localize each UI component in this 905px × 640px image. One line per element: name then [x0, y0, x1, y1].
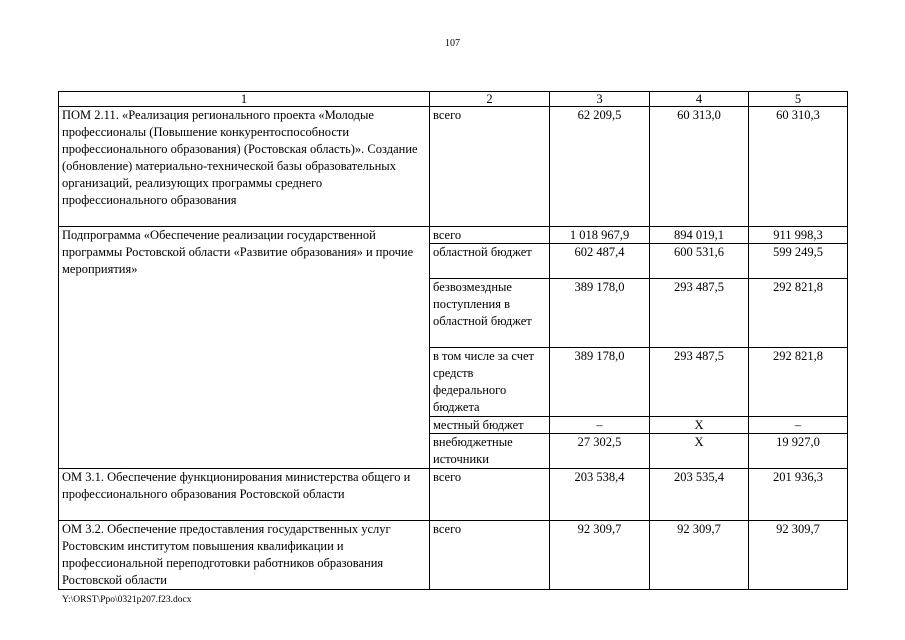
value-col3-cell: 27 302,5	[550, 434, 650, 469]
value-col5-cell: 911 998,3	[749, 227, 848, 244]
value-col4-cell: 600 531,6	[650, 244, 749, 279]
row-name-cell: ПОМ 2.11. «Реализация регионального проекта «Молодые профессионалы (Повышение конкурентоспособности профессионального образования) (Ростовская область)». Создание (обновление) материально-технической базы образовательных организаций, реализующих программы среднего профессионального образования	[59, 107, 430, 227]
column-header-3: 3	[550, 92, 650, 107]
funding-source-cell: всего	[430, 469, 550, 521]
funding-source-cell: в том числе за счет средств федерального бюджета	[430, 348, 550, 417]
column-header-1: 1	[59, 92, 430, 107]
column-header-2: 2	[430, 92, 550, 107]
funding-source-cell: всего	[430, 521, 550, 590]
value-col5-cell: 92 309,7	[749, 521, 848, 590]
value-col5-cell: 60 310,3	[749, 107, 848, 227]
column-header-5: 5	[749, 92, 848, 107]
value-col5-cell: –	[749, 417, 848, 434]
budget-table	[58, 91, 848, 590]
funding-source-cell: местный бюджет	[430, 417, 550, 434]
page-number: 107	[445, 38, 460, 49]
funding-source-cell: безвозмездные поступления в областной бюджет	[430, 279, 550, 348]
row-name-cell: ОМ 3.1. Обеспечение функционирования министерства общего и профессионального образования Ростовской области	[59, 469, 430, 521]
value-col3-cell: 602 487,4	[550, 244, 650, 279]
row-name-cell: Подпрограмма «Обеспечение реализации государственной программы Ростовской области «Развитие образования» и прочие мероприятия»	[59, 227, 430, 469]
value-col4-cell: 60 313,0	[650, 107, 749, 227]
value-col3-cell: 62 209,5	[550, 107, 650, 227]
column-header-4: 4	[650, 92, 749, 107]
footer-file-path: Y:\ORST\Ppo\0321p207.f23.docx	[62, 595, 192, 605]
table-row-subprogram-total	[59, 227, 848, 244]
funding-source-cell: внебюджетные источники	[430, 434, 550, 469]
value-col5-cell: 292 821,8	[749, 348, 848, 417]
table-header-row	[59, 92, 848, 107]
value-col3-cell: 1 018 967,9	[550, 227, 650, 244]
table-row-pom-2-11	[59, 107, 848, 227]
value-col4-cell: 293 487,5	[650, 279, 749, 348]
funding-source-cell: всего	[430, 227, 550, 244]
value-col4-cell: 203 535,4	[650, 469, 749, 521]
value-col3-cell: –	[550, 417, 650, 434]
value-col5-cell: 292 821,8	[749, 279, 848, 348]
value-col3-cell: 203 538,4	[550, 469, 650, 521]
value-col4-cell: 894 019,1	[650, 227, 749, 244]
table-row-om-3-1	[59, 469, 848, 521]
value-col3-cell: 389 178,0	[550, 348, 650, 417]
row-name-cell: ОМ 3.2. Обеспечение предоставления государственных услуг Ростовским институтом повышения квалификации и профессиональной переподготовки работников образования Ростовской области	[59, 521, 430, 590]
value-col4-cell: 92 309,7	[650, 521, 749, 590]
value-col5-cell: 19 927,0	[749, 434, 848, 469]
value-col3-cell: 389 178,0	[550, 279, 650, 348]
value-col4-cell: Х	[650, 417, 749, 434]
value-col4-cell: 293 487,5	[650, 348, 749, 417]
funding-source-cell: всего	[430, 107, 550, 227]
funding-source-cell: областной бюджет	[430, 244, 550, 279]
value-col5-cell: 201 936,3	[749, 469, 848, 521]
table-row-om-3-2	[59, 521, 848, 590]
value-col3-cell: 92 309,7	[550, 521, 650, 590]
value-col4-cell: Х	[650, 434, 749, 469]
value-col5-cell: 599 249,5	[749, 244, 848, 279]
